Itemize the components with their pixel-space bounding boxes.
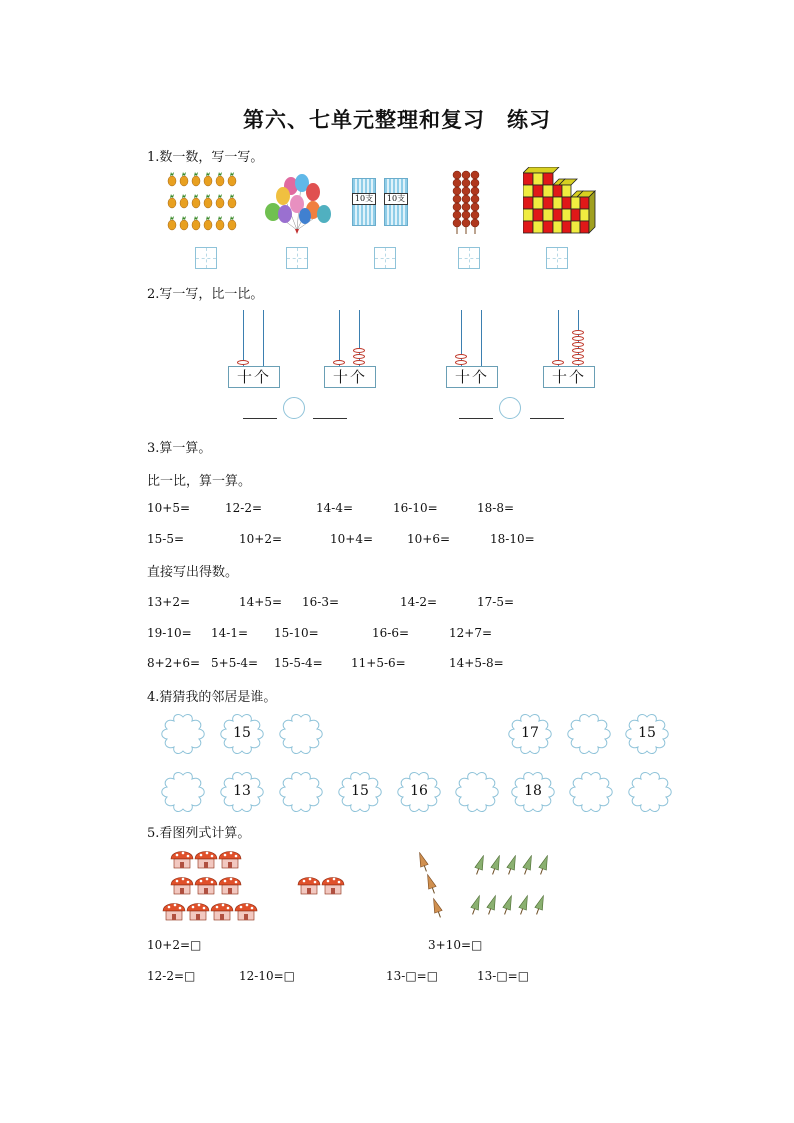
math-expression: 15-5= [147, 532, 185, 546]
math-expression: 15-5-4= [274, 656, 323, 670]
answer-blank[interactable] [530, 418, 564, 419]
compare-circle[interactable] [499, 397, 521, 419]
compare-circle[interactable] [283, 397, 305, 419]
umbrellas-picture [417, 852, 447, 924]
abacus-place-label: 十个 [543, 366, 595, 388]
math-expression: 14-4= [316, 501, 354, 515]
mushroom-houses-picture [297, 873, 349, 899]
math-expression: 12-2= [225, 501, 263, 515]
subsection-label: 比一比，算一算。 [147, 474, 252, 489]
answer-blank[interactable] [459, 418, 493, 419]
math-expression: 10+4= [330, 532, 374, 546]
math-expression: 14+5= [239, 595, 283, 609]
flower-number-card[interactable]: 15 [625, 713, 669, 753]
equation: 13-□=□ [386, 969, 439, 983]
umbrellas-picture [470, 855, 560, 921]
question-4-label: 4.猜猜我的邻居是谁。 [147, 690, 277, 705]
stick-bundle-tag: 10支 [352, 193, 376, 205]
math-expression: 8+2+6= [147, 656, 201, 670]
pineapples-picture [167, 172, 241, 234]
flower-number-card[interactable]: 15 [338, 771, 382, 811]
abacus [446, 310, 498, 390]
flower-number-card[interactable] [455, 771, 499, 811]
math-expression: 5+5-4= [211, 656, 259, 670]
equation: 12-2=□ [147, 969, 196, 983]
flower-number-card[interactable] [628, 771, 672, 811]
question-3-label: 3.算一算。 [147, 441, 212, 456]
flower-number-card[interactable] [279, 713, 323, 753]
abacus-place-label: 十个 [324, 366, 376, 388]
answer-box[interactable] [195, 247, 217, 269]
abacus-place-label: 十个 [446, 366, 498, 388]
math-expression: 14-1= [211, 626, 249, 640]
math-expression: 14+5-8= [449, 656, 504, 670]
stick-bundles-picture [352, 178, 412, 226]
math-expression: 15-10= [274, 626, 319, 640]
mushroom-houses-picture [162, 847, 262, 927]
answer-box[interactable] [546, 247, 568, 269]
flower-number-card[interactable] [567, 713, 611, 753]
question-1-label: 1.数一数，写一写。 [147, 150, 264, 165]
equation: 3+10=□ [428, 938, 483, 952]
flower-number-card[interactable] [161, 771, 205, 811]
cube-blocks-picture [523, 167, 599, 241]
math-expression: 13+2= [147, 595, 191, 609]
abacus [228, 310, 280, 390]
candied-haws-picture [451, 168, 481, 238]
math-expression: 18-8= [477, 501, 515, 515]
math-expression: 17-5= [477, 595, 515, 609]
math-expression: 16-6= [372, 626, 410, 640]
math-expression: 12+7= [449, 626, 493, 640]
math-expression: 10+5= [147, 501, 191, 515]
math-expression: 16-3= [302, 595, 340, 609]
abacus [543, 310, 595, 390]
flower-number-card[interactable] [569, 771, 613, 811]
flower-number-card[interactable] [279, 771, 323, 811]
flower-number-card[interactable]: 18 [511, 771, 555, 811]
flower-number-card[interactable]: 15 [220, 713, 264, 753]
equation: 12-10=□ [239, 969, 295, 983]
equation: 10+2=□ [147, 938, 202, 952]
flower-number-card[interactable] [161, 713, 205, 753]
answer-blank[interactable] [243, 418, 277, 419]
question-2-label: 2.写一写，比一比。 [147, 287, 264, 302]
math-expression: 11+5-6= [351, 656, 406, 670]
math-expression: 19-10= [147, 626, 192, 640]
math-expression: 10+2= [239, 532, 283, 546]
abacus-place-label: 十个 [228, 366, 280, 388]
math-expression: 16-10= [393, 501, 438, 515]
abacus [324, 310, 376, 390]
math-expression: 14-2= [400, 595, 438, 609]
answer-box[interactable] [374, 247, 396, 269]
flower-number-card[interactable]: 13 [220, 771, 264, 811]
flower-number-card[interactable]: 16 [397, 771, 441, 811]
balloons-picture [261, 174, 335, 236]
answer-blank[interactable] [313, 418, 347, 419]
equation: 13-□=□ [477, 969, 530, 983]
stick-bundle-tag: 10支 [384, 193, 408, 205]
math-expression: 18-10= [490, 532, 535, 546]
page-title: 第六、七单元整理和复习 练习 [243, 107, 551, 132]
flower-number-card[interactable]: 17 [508, 713, 552, 753]
question-5-label: 5.看图列式计算。 [147, 826, 251, 841]
subsection-label: 直接写出得数。 [147, 565, 239, 580]
math-expression: 10+6= [407, 532, 451, 546]
answer-box[interactable] [286, 247, 308, 269]
answer-box[interactable] [458, 247, 480, 269]
